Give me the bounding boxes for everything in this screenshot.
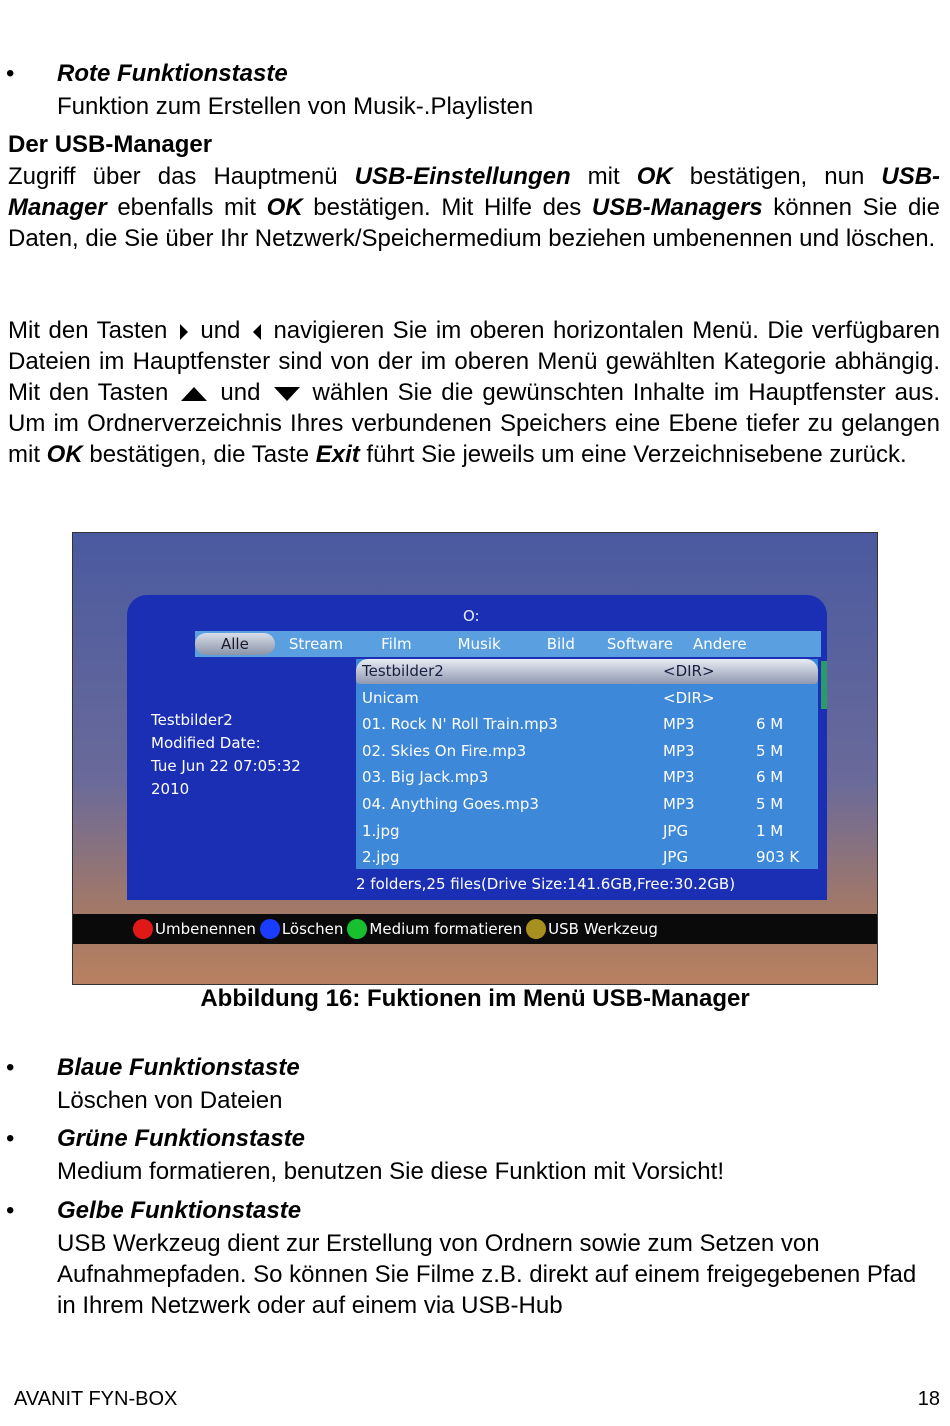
tab-software[interactable]: Software (606, 635, 673, 653)
arrow-up-icon (180, 386, 208, 402)
green-key-format[interactable]: Medium formatieren (347, 919, 522, 939)
list-item[interactable]: Testbilder2 <DIR> (356, 659, 818, 684)
bullet-title-green: Grüne Funktionstaste (57, 1125, 306, 1152)
figure-caption: Abbildung 16: Fuktionen im Menü USB-Manager (200, 985, 750, 1012)
paragraph-navigation: Mit den Tasten und navigieren Sie im oberen horizontalen Menü. Die verfügbaren Dateien im Hauptfenster sind von der im oberen Menü gewählten Kategorie abhängig. Mit den Tasten und wählen Sie die gewünschten Inhalte im Hauptfenster aus. Um im Ordnerverzeichnis Ihres verbundenen Speichers eine Ebene tiefer zu gelangen mit OK bestätigen, die Taste Exit führt Sie jeweils um eine Verzeichnisebene zurück. (8, 317, 941, 468)
list-item[interactable]: 1.jpg JPG 1 M (362, 822, 784, 840)
bullet-title-yellow: Gelbe Funktionstaste (57, 1197, 302, 1224)
tab-musik[interactable]: Musik (457, 635, 501, 653)
list-item[interactable]: 03. Big Jack.mp3 MP3 6 M (362, 768, 784, 786)
arrow-down-icon (273, 386, 301, 402)
info-date-label: Modified Date: (151, 734, 261, 752)
page-number: 18 (917, 1388, 940, 1410)
red-dot-icon (133, 919, 153, 939)
green-dot-icon (347, 919, 367, 939)
list-item[interactable]: 01. Rock N' Roll Train.mp3 MP3 6 M (362, 715, 784, 733)
section-heading: Der USB-Manager (8, 131, 213, 158)
arrow-left-icon (252, 323, 262, 341)
bullet-text-blue: Löschen von Dateien (57, 1087, 283, 1114)
arrow-right-icon (179, 323, 189, 341)
paragraph-usb-manager: Zugriff über das Hauptmenü USB-Einstellungen mit OK bestätigen, nun USB-Manager ebenfalls mit OK bestätigen. Mit Hilfe des USB-Managers können Sie die Daten, die Sie über Ihr Netzwerk/Speichermedium beziehen umbenennen und löschen. (8, 163, 941, 252)
bullet-text-red: Funktion zum Erstellen von Musik-.Playlisten (57, 93, 534, 120)
yellow-key-usb-tool[interactable]: USB Werkzeug (526, 919, 658, 939)
tab-stream[interactable]: Stream (288, 635, 344, 653)
blue-dot-icon (260, 919, 280, 939)
usb-manager-screenshot (72, 532, 878, 985)
footer-product: AVANIT FYN-BOX (14, 1388, 178, 1410)
blue-key-delete[interactable]: Löschen (260, 919, 344, 939)
bullet-text-green: Medium formatieren, benutzen Sie diese Funktion mit Vorsicht! (57, 1158, 724, 1185)
bullet-marker: • (6, 60, 15, 87)
info-name: Testbilder2 (151, 711, 233, 729)
tab-andere[interactable]: Andere (693, 635, 747, 653)
tab-bild[interactable]: Bild (546, 635, 575, 653)
list-item[interactable]: 04. Anything Goes.mp3 MP3 5 M (362, 795, 784, 813)
bullet-marker: • (6, 1054, 15, 1081)
bullet-text-yellow: USB Werkzeug dient zur Erstellung von Ordnern sowie zum Setzen von Aufnahmepfaden. So können Sie Filme z.B. direkt auf einem freigegebenen Pfad in Ihrem Netzwerk oder auf einem via USB-Hub (57, 1230, 917, 1319)
bullet-marker: • (6, 1125, 15, 1152)
tab-film[interactable]: Film (381, 635, 412, 653)
bullet-marker: • (6, 1197, 15, 1224)
function-key-bar (73, 914, 877, 944)
category-bar (195, 631, 821, 657)
info-date: Tue Jun 22 07:05:32 (151, 757, 301, 775)
yellow-dot-icon (526, 919, 546, 939)
scrollbar[interactable] (821, 661, 827, 709)
bullet-title-blue: Blaue Funktionstaste (57, 1054, 300, 1081)
tab-alle[interactable]: Alle (195, 633, 275, 655)
bullet-title-red: Rote Funktionstaste (57, 60, 288, 87)
file-info (151, 709, 301, 801)
list-item[interactable]: 2.jpg JPG 903 K (362, 848, 800, 866)
list-item[interactable]: Unicam <DIR> (362, 689, 715, 707)
drive-status: 2 folders,25 files(Drive Size:141.6GB,Free:30.2GB) (356, 875, 736, 893)
drive-label: O: (463, 607, 480, 625)
list-item[interactable]: 02. Skies On Fire.mp3 MP3 5 M (362, 742, 784, 760)
info-year: 2010 (151, 780, 190, 798)
red-key-rename[interactable]: Umbenennen (133, 919, 256, 939)
file-list (356, 659, 818, 869)
